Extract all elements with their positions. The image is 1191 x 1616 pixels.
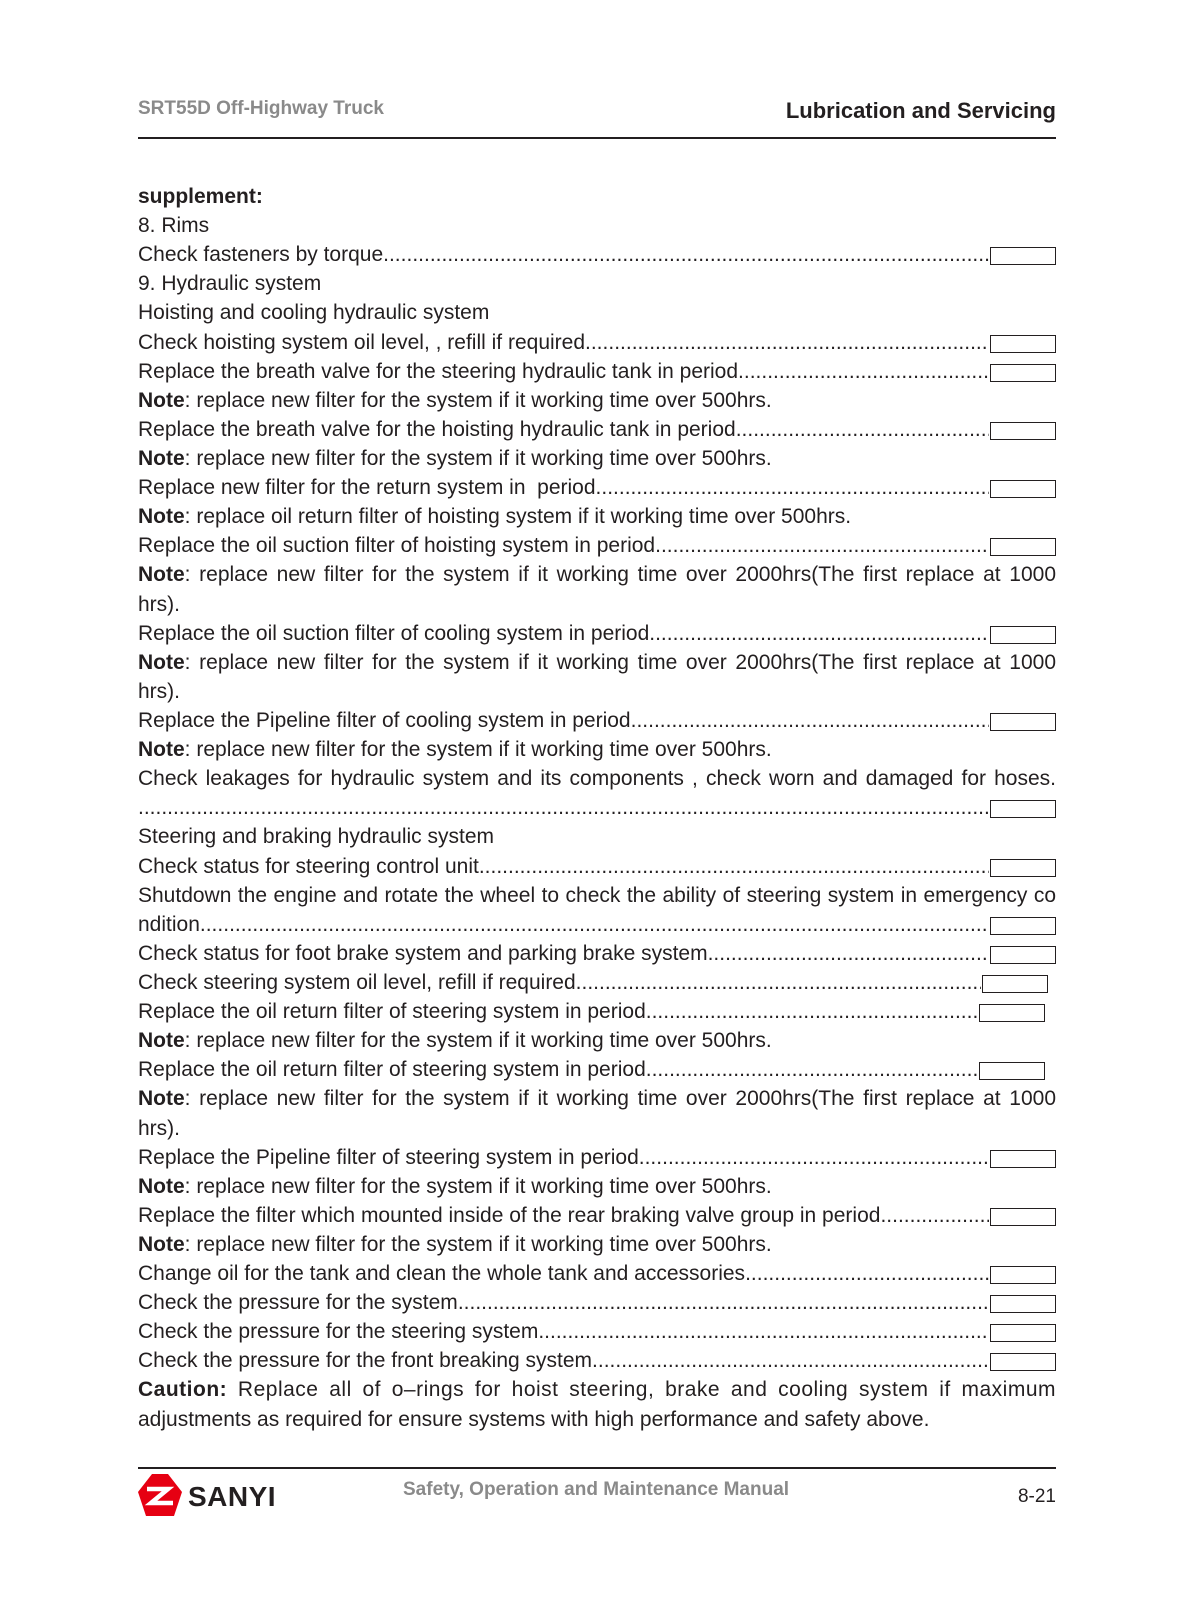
caution-continuation: adjustments as required for ensure systems with high performance and safety above. <box>138 1407 930 1431</box>
checklist-item <box>138 968 1048 997</box>
item-text: Check fasteners by torque <box>138 243 384 267</box>
checklist-item <box>138 1201 1056 1230</box>
item-text: Check status for steering control unit <box>138 854 479 878</box>
checklist-item <box>138 1288 1056 1317</box>
dot-leader <box>646 1055 978 1084</box>
check-box <box>990 1324 1056 1342</box>
checklist-item <box>138 1346 1056 1375</box>
checklist-item <box>138 328 1056 357</box>
dot-leader <box>649 619 989 648</box>
dot-leader <box>880 1201 989 1230</box>
checklist-item <box>138 619 1056 648</box>
caution-text: Replace all of o–rings for hoist steering, brake and cooling system if maximum <box>227 1378 1056 1402</box>
item-text: Replace the oil suction filter of cooling system in period <box>138 621 650 645</box>
note-text: : replace new filter for the system if it working time over 500hrs. <box>184 388 772 412</box>
note-label: Note <box>138 505 185 529</box>
check-box <box>990 800 1056 818</box>
dot-leader <box>138 793 989 822</box>
checklist-item <box>138 852 1056 881</box>
dot-leader <box>631 706 989 735</box>
note-text: : replace new filter for the system if it working time over 500hrs. <box>184 1029 772 1053</box>
note-line <box>138 1230 1056 1259</box>
item-text: Replace the Pipeline filter of steering system in period <box>138 1145 639 1169</box>
checklist-item <box>138 357 1056 386</box>
subsection-title: Steering and braking hydraulic system <box>138 825 495 849</box>
dot-leader <box>200 910 989 939</box>
note-line <box>138 444 1056 473</box>
dot-leader <box>538 1317 989 1346</box>
note-label: Note <box>138 446 185 470</box>
dot-leader <box>576 968 981 997</box>
item-text: Check the pressure for the steering system <box>138 1320 539 1344</box>
checklist-item <box>138 1259 1056 1288</box>
checklist-item <box>138 910 1056 939</box>
item-text: Replace the Pipeline filter of cooling system in period <box>138 708 631 732</box>
subsection-title: Hoisting and cooling hydraulic system <box>138 301 490 325</box>
note-label: Note <box>138 1174 185 1198</box>
check-box <box>990 946 1056 964</box>
supplement-heading <box>138 182 1056 211</box>
note-line <box>138 735 1056 764</box>
checklist-item-text: Shutdown the engine and rotate the wheel to check the ability of steering system in emergency co <box>138 883 1056 907</box>
dot-leader <box>596 473 989 502</box>
item-text: Replace new filter for the return system in period <box>138 476 596 500</box>
check-box <box>990 1208 1056 1226</box>
sanyi-logo-icon <box>138 1474 182 1516</box>
caution-line <box>138 1375 1056 1404</box>
checklist-item <box>138 706 1056 735</box>
caution-label: Caution: <box>138 1378 228 1402</box>
check-box <box>990 626 1056 644</box>
item-text: Replace the oil return filter of steering system in period <box>138 1000 646 1024</box>
note-line <box>138 1172 1056 1201</box>
note-text: : replace new filter for the system if it working time over 500hrs. <box>184 1232 772 1256</box>
dot-leader <box>479 852 989 881</box>
checklist-item-text: Check leakages for hydraulic system and its components , check worn and damaged for hoses. <box>138 767 1056 791</box>
checklist-item <box>138 939 1056 968</box>
document-title: SRT55D Off-Highway Truck <box>138 98 384 119</box>
dot-leader <box>383 240 989 269</box>
section-rims-title: 8. Rims <box>138 214 210 238</box>
checklist-item <box>138 1143 1056 1172</box>
page-body <box>138 182 1056 1434</box>
dot-leader <box>592 1346 989 1375</box>
dot-leader <box>458 1288 989 1317</box>
item-text: Check the pressure for the front breaking system <box>138 1349 593 1373</box>
check-box <box>990 480 1056 498</box>
section-title: Lubrication and Servicing <box>785 98 1056 123</box>
note-label: Note <box>138 1232 185 1256</box>
heading-text: supplement: <box>138 185 263 208</box>
item-text: Check status for foot brake system and parking brake system <box>138 941 708 965</box>
checklist-item <box>138 997 1045 1026</box>
item-text: Replace the oil return filter of steering system in period <box>138 1058 646 1082</box>
dot-leader <box>738 357 989 386</box>
dot-leader <box>639 1143 989 1172</box>
item-text: Replace the breath valve for the steering hydraulic tank in period <box>138 359 739 383</box>
note-label: Note <box>138 1087 185 1111</box>
brand-logo-text: SANYI <box>188 1481 277 1512</box>
note-label: Note <box>138 1029 185 1053</box>
checklist-item <box>138 1055 1045 1084</box>
item-text: Replace the breath valve for the hoisting hydraulic tank in period <box>138 417 736 441</box>
note-line <box>138 502 1056 531</box>
check-box <box>990 335 1056 353</box>
checklist-item-leader-line <box>138 793 1056 822</box>
checklist-item <box>138 473 1056 502</box>
note-text: : replace new filter for the system if it working time over 2000hrs(The first replace at 1000 <box>184 1087 1056 1111</box>
note-text: : replace new filter for the system if it working time over 2000hrs(The first replace at 1000 <box>184 650 1056 674</box>
check-box <box>990 1353 1056 1371</box>
note-line <box>138 1084 1056 1113</box>
checklist-item <box>138 240 1056 269</box>
item-text: Replace the filter which mounted inside of the rear braking valve group in period <box>138 1203 881 1227</box>
item-text: Replace the oil suction filter of hoisting system in period <box>138 534 656 558</box>
item-text: Check the pressure for the system <box>138 1291 458 1315</box>
note-text: : replace new filter for the system if it working time over 500hrs. <box>184 446 772 470</box>
check-box <box>990 538 1056 556</box>
section-hydraulic-title: 9. Hydraulic system <box>138 272 322 296</box>
checklist-item <box>138 1317 1056 1346</box>
check-box <box>979 1004 1045 1022</box>
check-box <box>990 859 1056 877</box>
dot-leader <box>646 997 978 1026</box>
note-line <box>138 1026 1056 1055</box>
check-box <box>990 1150 1056 1168</box>
checklist-item <box>138 531 1056 560</box>
note-line <box>138 386 1056 415</box>
dot-leader <box>736 415 989 444</box>
item-text: Check steering system oil level, refill if required <box>138 970 576 994</box>
note-text: : replace new filter for the system if it working time over 2000hrs(The first replace at 1000 <box>184 563 1056 587</box>
footer-divider <box>138 1467 1056 1469</box>
check-box <box>990 713 1056 731</box>
note-line <box>138 648 1056 677</box>
check-box <box>990 247 1056 265</box>
dot-leader <box>655 531 989 560</box>
note-continuation: hrs). <box>138 1116 180 1140</box>
note-text: : replace oil return filter of hoisting system if it working time over 500hrs. <box>184 505 852 529</box>
dot-leader <box>708 939 989 968</box>
check-box <box>990 1295 1056 1313</box>
item-text: Check hoisting system oil level, , refill if required <box>138 330 586 354</box>
dot-leader <box>745 1259 989 1288</box>
note-label: Note <box>138 388 185 412</box>
note-continuation: hrs). <box>138 592 180 616</box>
manual-title: Safety, Operation and Maintenance Manual <box>403 1479 790 1500</box>
dot-leader <box>585 328 989 357</box>
item-text: ndition <box>138 912 200 936</box>
check-box <box>990 917 1056 935</box>
note-continuation: hrs). <box>138 679 180 703</box>
note-label: Note <box>138 650 185 674</box>
check-box <box>979 1062 1045 1080</box>
note-text: : replace new filter for the system if it working time over 500hrs. <box>184 1174 772 1198</box>
header-divider <box>138 137 1056 139</box>
note-text: : replace new filter for the system if it working time over 500hrs. <box>184 738 772 762</box>
item-text: Change oil for the tank and clean the whole tank and accessories <box>138 1262 746 1286</box>
checklist-item <box>138 415 1056 444</box>
check-box <box>990 422 1056 440</box>
check-box <box>990 364 1056 382</box>
check-box <box>982 975 1048 993</box>
note-label: Note <box>138 738 185 762</box>
check-box <box>990 1266 1056 1284</box>
note-label: Note <box>138 563 185 587</box>
page-number: 8-21 <box>1017 1486 1056 1507</box>
note-line <box>138 560 1056 589</box>
